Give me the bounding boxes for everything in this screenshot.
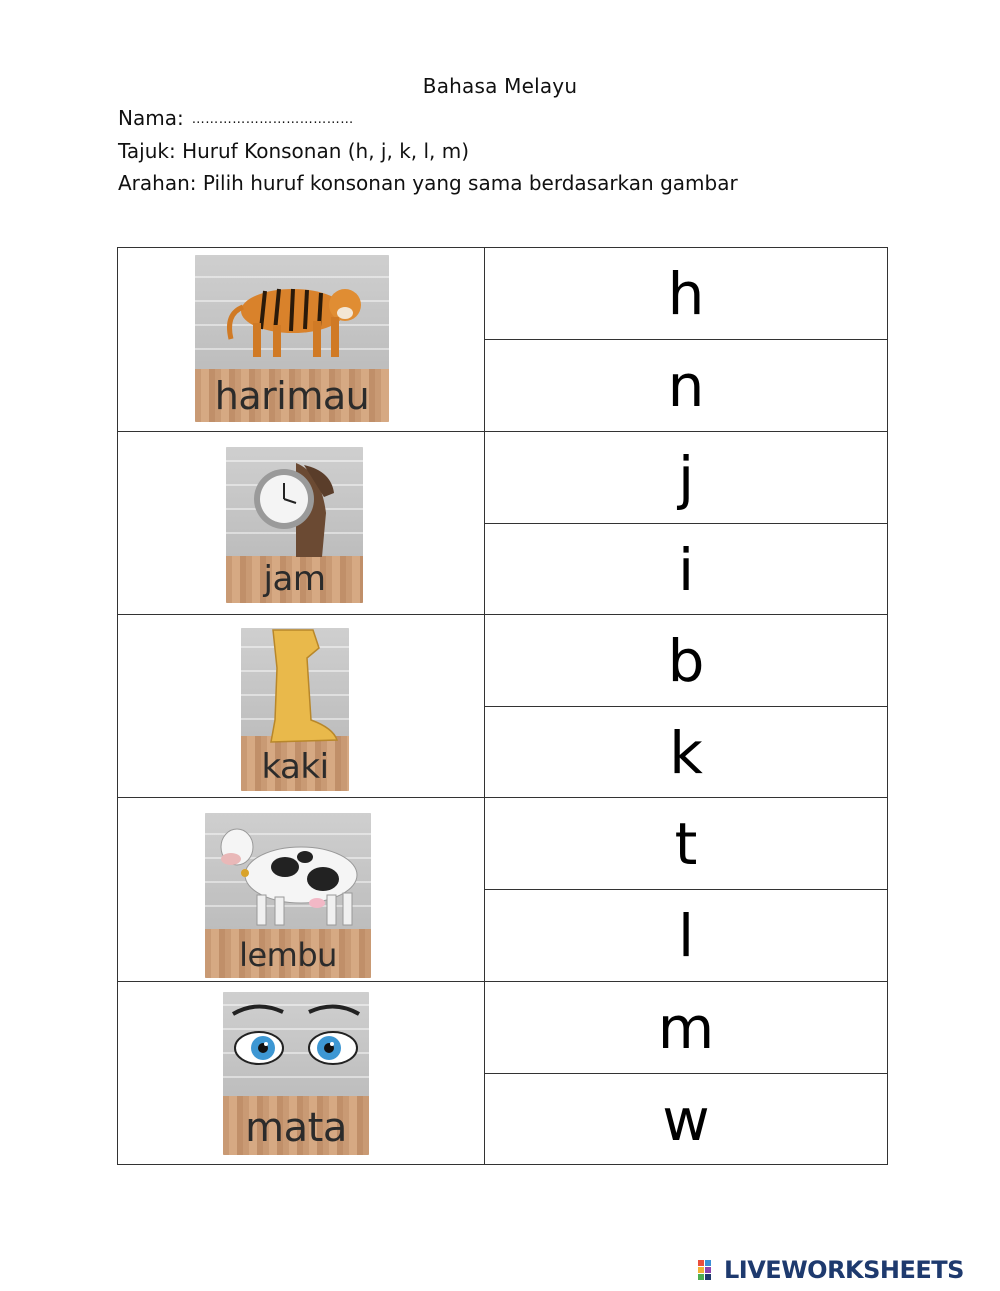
leg-icon	[241, 628, 349, 748]
table-row-mata	[118, 982, 887, 1164]
word-label: jam	[263, 559, 326, 599]
brand-name: LIVEWORKSHEETS	[724, 1256, 964, 1284]
choice-k[interactable]: k	[669, 718, 703, 787]
choice-b[interactable]: b	[485, 615, 887, 707]
choice-n[interactable]: n	[667, 351, 705, 420]
picture-cell	[118, 798, 485, 981]
name-blank: ………………………………	[191, 112, 354, 127]
word-label: lembu	[239, 936, 337, 974]
choice-t[interactable]: t	[485, 798, 887, 890]
matching-table	[117, 247, 888, 1165]
picture-cell	[118, 432, 485, 614]
table-row-harimau	[118, 248, 887, 432]
eyes-icon	[223, 1000, 369, 1080]
choice-i[interactable]: i	[677, 535, 695, 604]
watch-picture	[226, 447, 363, 603]
tiger-picture	[195, 255, 389, 422]
liveworksheets-logo	[697, 1257, 964, 1283]
table-row-kaki	[118, 615, 887, 798]
name-label: Nama:	[118, 106, 184, 130]
watch-icon	[226, 453, 363, 563]
table-row-lembu	[118, 798, 887, 982]
worksheet-title: Bahasa Melayu	[422, 74, 578, 98]
choice-j[interactable]: j	[485, 432, 887, 524]
choice-m[interactable]: m	[485, 982, 887, 1074]
instruction-line: Arahan: Pilih huruf konsonan yang sama berdasarkan gambar	[118, 171, 738, 195]
word-label: harimau	[214, 374, 370, 418]
cow-icon	[205, 817, 371, 937]
cow-picture	[205, 813, 371, 978]
word-label: kaki	[261, 747, 329, 787]
name-line	[118, 106, 354, 130]
picture-cell	[118, 982, 485, 1164]
tiger-icon	[195, 259, 389, 379]
eyes-picture	[223, 992, 369, 1155]
topic-line: Tajuk: Huruf Konsonan (h, j, k, l, m)	[118, 139, 470, 163]
choice-h[interactable]: h	[485, 248, 887, 340]
word-label: mata	[245, 1105, 347, 1151]
picture-cell	[118, 615, 485, 797]
choice-l[interactable]: l	[677, 901, 695, 970]
choice-w[interactable]: w	[662, 1085, 710, 1154]
picture-cell	[118, 248, 485, 431]
liveworksheets-mark-icon	[697, 1258, 721, 1282]
leg-picture	[241, 628, 349, 791]
table-row-jam	[118, 432, 887, 615]
